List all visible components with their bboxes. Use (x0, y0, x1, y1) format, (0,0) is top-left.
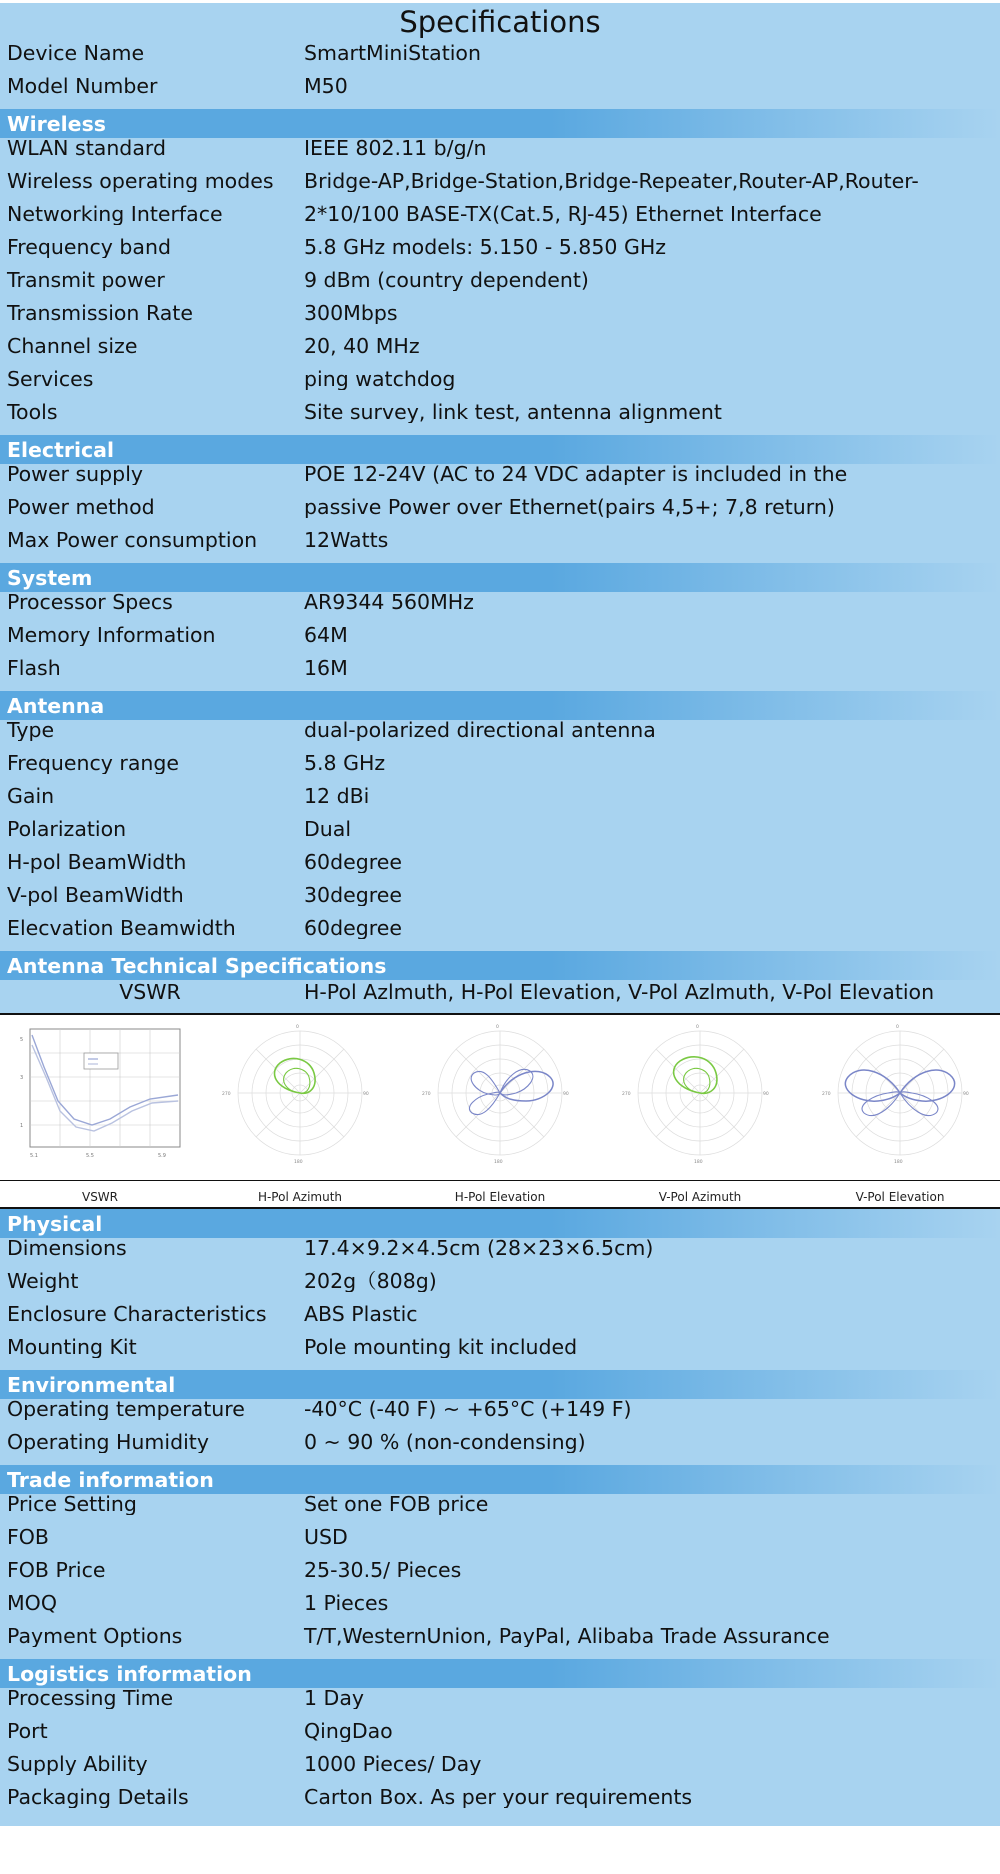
svg-text:180: 180 (894, 1160, 903, 1166)
section-header-physical (0, 1209, 1000, 1238)
row-label: Price Setting (7, 1494, 137, 1515)
chart-caption: VSWR (81, 1190, 119, 1205)
svg-text:1: 1 (20, 1123, 24, 1130)
row-value: Bridge-AP,Bridge-Station,Bridge-Repeater,Router-AP,Router- (304, 171, 919, 192)
row-value: 64M (304, 625, 348, 646)
row-label: Frequency range (7, 753, 180, 774)
svg-text:270: 270 (822, 1092, 831, 1098)
row-label: Port (7, 1721, 48, 1742)
row-value: T/T,WesternUnion, PayPal, Alibaba Trade Assurance (304, 1626, 830, 1647)
svg-text:0: 0 (896, 1025, 899, 1031)
svg-text:270: 270 (422, 1092, 431, 1098)
row-value: 60degree (304, 852, 402, 873)
row-value: 202g（808g) (304, 1271, 437, 1292)
table-row (0, 819, 1000, 852)
table-row (0, 497, 1000, 530)
row-value: Site survey, link test, antenna alignment (304, 402, 722, 423)
row-value: IEEE 802.11 b/g/n (304, 138, 487, 159)
section-header-wireless (0, 109, 1000, 138)
table-row (0, 1721, 1000, 1754)
row-label: Elecvation Beamwidth (7, 918, 236, 939)
row-value: 300Mbps (304, 303, 398, 324)
table-row (0, 1560, 1000, 1593)
row-value: POE 12-24V (AC to 24 VDC adapter is included in the (304, 464, 848, 485)
svg-text:270: 270 (622, 1092, 631, 1098)
row-value: 1000 Pieces/ Day (304, 1754, 482, 1775)
section-header-trade-information (0, 1465, 1000, 1494)
table-row (0, 592, 1000, 625)
table-row (0, 1432, 1000, 1465)
table-row (0, 1304, 1000, 1337)
section-title: Electrical (7, 437, 115, 462)
row-label: Channel size (7, 336, 138, 357)
table-row (0, 658, 1000, 691)
row-label: Device Name (7, 43, 145, 64)
table-row (0, 625, 1000, 658)
chart-h-pol-azimuth (200, 1015, 400, 1207)
table-row (0, 138, 1000, 171)
bottom-padding (0, 1820, 1000, 1826)
row-value: 17.4×9.2×4.5cm (28×23×6.5cm) (304, 1238, 654, 1259)
row-value: Dual (304, 819, 352, 840)
svg-text:5.9: 5.9 (158, 1153, 166, 1160)
row-value: 0 ~ 90 % (non-condensing) (304, 1432, 586, 1453)
row-label: FOB Price (7, 1560, 106, 1581)
table-row (0, 1754, 1000, 1787)
row-value: 9 dBm (country dependent) (304, 270, 589, 291)
table-row (0, 43, 1000, 76)
table-row (0, 1527, 1000, 1560)
row-value: Carton Box. As per your requirements (304, 1787, 693, 1808)
v-pol-azimuth-plot (600, 1015, 800, 1175)
row-label: Operating temperature (7, 1399, 245, 1420)
table-row (0, 1399, 1000, 1432)
row-label: Supply Ability (7, 1754, 148, 1775)
row-label: Mounting Kit (7, 1337, 137, 1358)
section-title: Antenna (7, 693, 105, 718)
row-label: Max Power consumption (7, 530, 258, 551)
row-value: 5.8 GHz (304, 753, 386, 774)
row-value: USD (304, 1527, 348, 1548)
row-value: ping watchdog (304, 369, 456, 390)
table-row (0, 1688, 1000, 1721)
antenna-pattern-charts (0, 1013, 1000, 1209)
row-label: WLAN standard (7, 138, 166, 159)
row-label: Weight (7, 1271, 79, 1292)
row-label: Model Number (7, 76, 158, 97)
row-value: 30degree (304, 885, 402, 906)
row-value: SmartMiniStation (304, 43, 481, 64)
row-value: 5.8 GHz models: 5.150 - 5.850 GHz (304, 237, 667, 258)
row-value: H-Pol Azlmuth, H-Pol Elevation, V-Pol Azlmuth, V-Pol Elevation (304, 980, 935, 1005)
row-value: 20, 40 MHz (304, 336, 420, 357)
row-value: 12Watts (304, 530, 389, 551)
row-label: Wireless operating modes (7, 171, 274, 192)
row-label: Power supply (7, 464, 144, 485)
section-title: Logistics information (7, 1661, 252, 1686)
row-value: 60degree (304, 918, 402, 939)
h-pol-elevation-plot (400, 1015, 600, 1175)
table-row (0, 270, 1000, 303)
section-title: Antenna Technical Specifications (7, 953, 387, 978)
row-value: dual-polarized directional antenna (304, 720, 656, 741)
row-label: Power method (7, 497, 155, 518)
row-value: Pole mounting kit included (304, 1337, 578, 1358)
row-value: -40°C (-40 F) ~ +65°C (+149 F) (304, 1399, 632, 1420)
table-row (0, 464, 1000, 497)
section-header-antenna-technical (0, 951, 1000, 980)
table-row (0, 720, 1000, 753)
svg-text:3: 3 (20, 1075, 24, 1082)
table-row (0, 1593, 1000, 1626)
chart-v-pol-azimuth (600, 1015, 800, 1207)
table-row (0, 852, 1000, 885)
table-row (0, 402, 1000, 435)
row-label: VSWR (119, 980, 181, 1005)
row-value: 2*10/100 BASE-TX(Cat.5, RJ-45) Ethernet Interface (304, 204, 822, 225)
svg-text:90: 90 (363, 1092, 369, 1098)
table-row (0, 918, 1000, 951)
svg-text:0: 0 (496, 1025, 499, 1031)
section-title: Physical (7, 1211, 103, 1236)
row-label: FOB (7, 1527, 49, 1548)
svg-text:180: 180 (294, 1160, 303, 1166)
row-label: Networking Interface (7, 204, 223, 225)
row-value: Set one FOB price (304, 1494, 489, 1515)
chart-caption: H-Pol Azimuth (257, 1190, 343, 1205)
v-pol-elevation-plot (800, 1015, 1000, 1175)
row-label: Flash (7, 658, 61, 679)
row-label: V-pol BeamWidth (7, 885, 184, 906)
row-label: Frequency band (7, 237, 171, 258)
table-row (0, 204, 1000, 237)
table-row (0, 336, 1000, 369)
row-label: Payment Options (7, 1626, 183, 1647)
row-label: Dimensions (7, 1238, 127, 1259)
row-label: Type (7, 720, 55, 741)
table-row (0, 171, 1000, 204)
svg-text:5.5: 5.5 (86, 1153, 94, 1160)
chart-vswr (0, 1015, 200, 1207)
row-label: MOQ (7, 1593, 57, 1614)
chart-v-pol-elevation (800, 1015, 1000, 1207)
section-header-system (0, 563, 1000, 592)
table-row (0, 530, 1000, 563)
svg-text:90: 90 (763, 1092, 769, 1098)
row-value: QingDao (304, 1721, 393, 1742)
row-value: 16M (304, 658, 348, 679)
table-row (0, 786, 1000, 819)
row-label: Enclosure Characteristics (7, 1304, 267, 1325)
row-value: AR9344 560MHz (304, 592, 474, 613)
chart-caption: H-Pol Elevation (454, 1190, 546, 1205)
table-row (0, 76, 1000, 109)
chart-h-pol-elevation (400, 1015, 600, 1207)
section-title: System (7, 565, 93, 590)
section-header-environmental (0, 1370, 1000, 1399)
vswr-plot (0, 1015, 200, 1175)
table-row (0, 1337, 1000, 1370)
row-value: passive Power over Ethernet(pairs 4,5+; 7,8 return) (304, 497, 835, 518)
row-value: 12 dBi (304, 786, 370, 807)
svg-text:90: 90 (963, 1092, 969, 1098)
svg-text:5.1: 5.1 (30, 1153, 38, 1160)
row-value: 25-30.5/ Pieces (304, 1560, 462, 1581)
row-label: Transmit power (7, 270, 165, 291)
row-label: Processing Time (7, 1688, 174, 1709)
table-row (0, 303, 1000, 336)
row-value: 1 Day (304, 1688, 365, 1709)
table-row (0, 1787, 1000, 1820)
row-label: Transmission Rate (7, 303, 193, 324)
page-title: Specifications (0, 3, 1000, 43)
row-label: Memory Information (7, 625, 216, 646)
svg-text:5: 5 (20, 1037, 24, 1044)
row-label: Tools (7, 402, 58, 423)
section-header-logistics-information (0, 1659, 1000, 1688)
svg-text:0: 0 (696, 1025, 699, 1031)
chart-caption: V-Pol Elevation (855, 1190, 945, 1205)
table-row (0, 980, 1000, 1013)
svg-text:180: 180 (494, 1160, 503, 1166)
section-title: Trade information (7, 1467, 214, 1492)
svg-text:270: 270 (222, 1092, 231, 1098)
chart-caption: V-Pol Azimuth (658, 1190, 742, 1205)
svg-text:90: 90 (563, 1092, 569, 1098)
table-row (0, 1238, 1000, 1271)
table-row (0, 1494, 1000, 1527)
table-row (0, 237, 1000, 270)
table-row (0, 1626, 1000, 1659)
table-row (0, 1271, 1000, 1304)
svg-text:0: 0 (296, 1025, 299, 1031)
table-row (0, 369, 1000, 402)
row-label: Operating Humidity (7, 1432, 209, 1453)
row-label: Gain (7, 786, 55, 807)
section-title: Wireless (7, 111, 106, 136)
row-value: M50 (304, 76, 348, 97)
section-header-electrical (0, 435, 1000, 464)
table-row (0, 885, 1000, 918)
table-row (0, 753, 1000, 786)
row-label: Services (7, 369, 94, 390)
section-header-antenna (0, 691, 1000, 720)
svg-text:180: 180 (694, 1160, 703, 1166)
row-label: Processor Specs (7, 592, 173, 613)
row-label: Polarization (7, 819, 127, 840)
section-title: Environmental (7, 1372, 176, 1397)
row-label: Packaging Details (7, 1787, 189, 1808)
row-label: H-pol BeamWidth (7, 852, 187, 873)
h-pol-azimuth-plot (200, 1015, 400, 1175)
row-value: ABS Plastic (304, 1304, 418, 1325)
row-value: 1 Pieces (304, 1593, 389, 1614)
